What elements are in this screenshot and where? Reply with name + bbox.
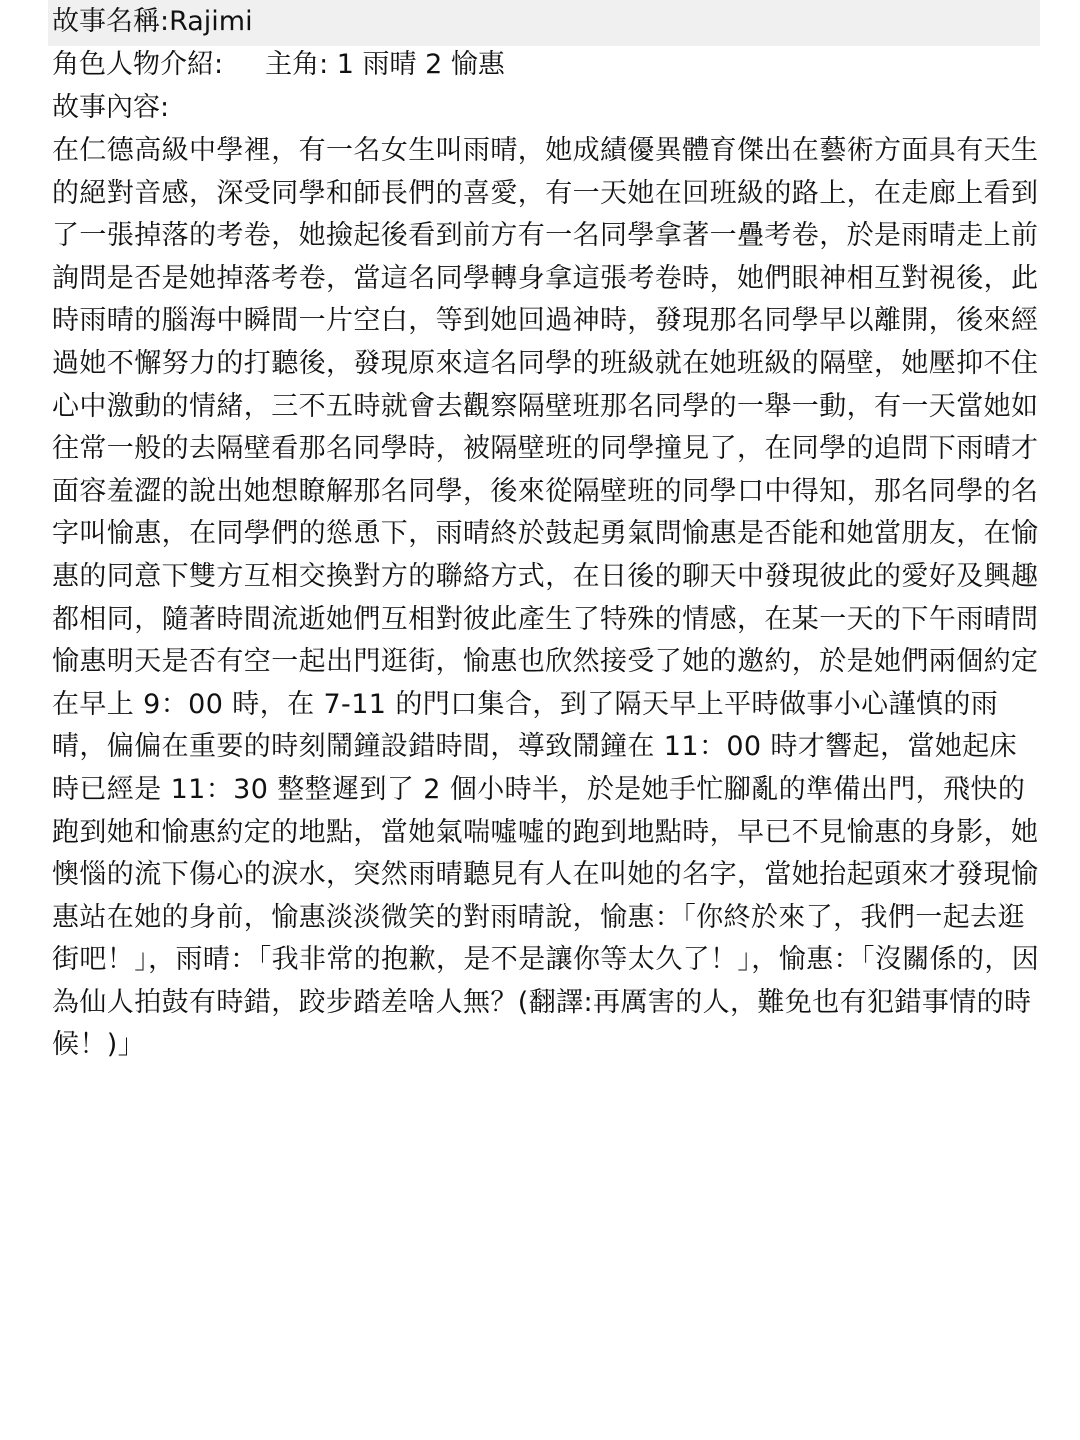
story-body: 在仁德高級中學裡，有一名女生叫雨晴，她成績優異體育傑出在藝術方面具有天生的絕對音感，深受同學和師長們的喜愛，有一天她在回班級的路上，在走廊上看到了一張掉落的考卷，她撿起後看到前方有一名同學拿著一疊考卷，於是雨晴走上前詢問是否是她掉落考卷，當這名同學轉身拿這張考卷時，她們眼神相互對視後，此時雨晴的腦海中瞬間一片空白，等到她回過神時，發現那名同學早以離開，後來經過她不懈努力的打聽後，發現原來這名同學的班級就在她班級的隔壁，她壓抑不住心中激動的情緒，三不五時就會去觀察隔壁班那名同學的一舉一動，有一天當她如往常一般的去隔壁看那名同學時，被隔壁班的同學撞見了，在同學的追問下雨晴才面容羞澀的說出她想瞭解那名同學，後來從隔壁班的同學口中得知，那名同學的名字叫愉惠，在同學們的慫恿下，雨晴終於鼓起勇氣問愉惠是否能和她當朋友，在愉惠的同意下雙方互相交換對方的聯絡方式，在日後的聊天中發現彼此的愛好及興趣都相同，隨著時間流逝她們互相對彼此產生了特殊的情感，在某一天的下午雨晴問愉惠明天是否有空一起出門逛街，愉惠也欣然接受了她的邀約，於是她們兩個約定在早上 9：00 時，在 7-11 的門口集合，到了隔天早上平時做事小心謹慎的雨晴，偏偏在重要的時刻鬧鐘設錯時間，導致鬧鐘在 11：00 時才響起，當她起床時已經是 11：30 整整遲到了 2 個小時半，於是她手忙腳亂的準備出門，飛快的跑到她和愉惠約定的地點，當她氣喘噓噓的跑到地點時，早已不見愉惠的身影，她懊惱的流下傷心的淚水，突然雨晴聽見有人在叫她的名字，當她抬起頭來才發現愉惠站在她的身前，愉惠淡淡微笑的對雨晴說，愉惠：「你終於來了，我們一起去逛街吧！」，雨晴：「我非常的抱歉，是不是讓你等太久了！」，愉惠：「沒關係的，因為仙人拍鼓有時錯，跤步踏差啥人無？(翻譯:再厲害的人，難免也有犯錯事情的時候！)」 — [52, 135, 1040, 1061]
character-intro-line — [52, 44, 505, 86]
story-title: 故事名稱:Rajimi — [52, 6, 253, 37]
character-intro-label: 角色人物介紹: — [52, 49, 224, 80]
story-content-label: 故事內容: — [52, 92, 170, 123]
character-intro-value: 主角: 1 雨晴 2 愉惠 — [265, 49, 505, 80]
